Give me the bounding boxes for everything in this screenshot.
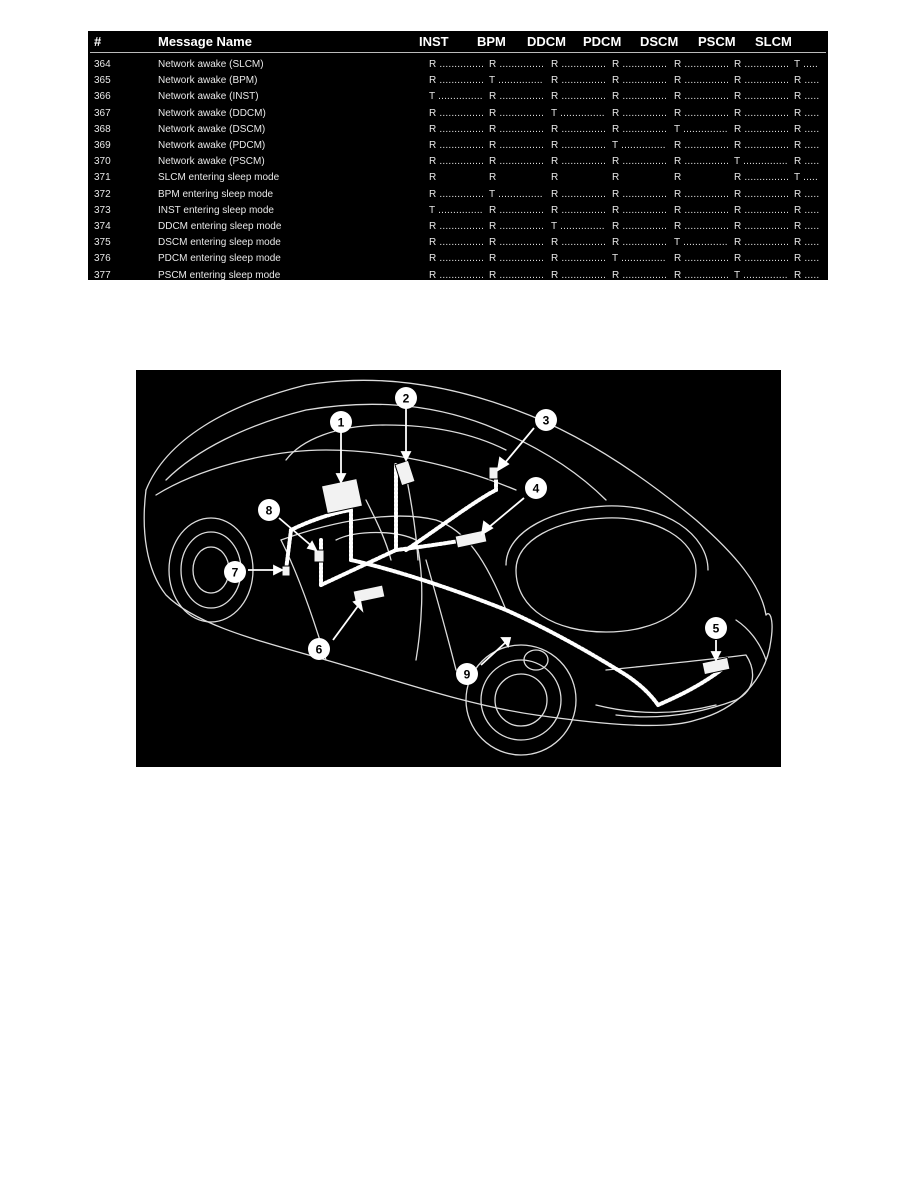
row-cell-pdcm: R ...............: [612, 237, 668, 249]
row-cell-inst: R: [429, 172, 437, 184]
callout-5: [705, 617, 727, 639]
table-row: [88, 154, 828, 170]
row-cell-ddcm: T ...............: [551, 221, 605, 232]
callout-2: [395, 387, 417, 409]
row-cell-pscm: R ...............: [734, 253, 790, 265]
callout-6-label: 6: [315, 642, 323, 657]
callout-3: [535, 409, 557, 431]
row-number: 377: [94, 269, 111, 281]
row-cell-pscm: R ...............: [734, 107, 790, 119]
row-cell-slcm: R .....: [794, 140, 820, 151]
row-cell-bpm: R ...............: [489, 269, 545, 281]
row-cell-dscm: R ...............: [674, 91, 730, 103]
row-cell-slcm: R .....: [794, 221, 820, 232]
row-number: 370: [94, 156, 111, 168]
row-cell-slcm: R .....: [794, 107, 820, 119]
row-message-name: PDCM entering sleep mode: [158, 253, 281, 265]
row-cell-slcm: R .....: [794, 156, 820, 168]
row-cell-ddcm: R ...............: [551, 269, 607, 281]
row-message-name: PSCM entering sleep mode: [158, 269, 281, 281]
row-cell-pdcm: R ...............: [612, 75, 668, 87]
callout-8: [258, 499, 280, 521]
header-slcm: SLCM: [755, 34, 792, 49]
row-cell-pscm: R ...............: [734, 123, 790, 135]
row-number: 375: [94, 237, 111, 249]
row-cell-pscm: R ...............: [734, 75, 790, 87]
row-cell-pscm: T ...............: [734, 269, 788, 281]
row-cell-ddcm: R ...............: [551, 253, 607, 265]
row-cell-inst: R ...............: [429, 59, 485, 70]
row-cell-inst: R ...............: [429, 237, 485, 249]
row-cell-slcm: R .....: [794, 204, 820, 216]
header-pscm: PSCM: [698, 34, 736, 49]
row-cell-pscm: R ...............: [734, 188, 790, 200]
callout-9: [456, 663, 478, 685]
row-cell-slcm: T .....: [794, 172, 818, 184]
table-row: [88, 268, 828, 284]
row-number: 376: [94, 253, 111, 265]
row-cell-pdcm: R ...............: [612, 204, 668, 216]
row-cell-dscm: R ...............: [674, 253, 730, 265]
row-cell-bpm: R ...............: [489, 123, 545, 135]
row-message-name: Network awake (DDCM): [158, 107, 266, 119]
row-cell-inst: R ...............: [429, 269, 485, 281]
row-cell-bpm: T ...............: [489, 188, 543, 200]
row-message-name: Network awake (INST): [158, 91, 259, 103]
vehicle-network-diagram: [136, 370, 781, 767]
callout-9-label: 9: [463, 667, 471, 682]
callout-4-label: 4: [532, 481, 540, 496]
row-cell-pscm: R ...............: [734, 59, 790, 70]
header-number: #: [94, 34, 102, 49]
row-message-name: BPM entering sleep mode: [158, 188, 274, 200]
row-cell-pscm: T ...............: [734, 156, 788, 168]
row-cell-inst: R ...............: [429, 156, 485, 168]
row-cell-pdcm: R ...............: [612, 59, 668, 70]
row-number: 368: [94, 123, 111, 135]
row-cell-pscm: R ...............: [734, 204, 790, 216]
table-row: [88, 57, 828, 73]
row-cell-slcm: R .....: [794, 269, 820, 281]
table-row: [88, 219, 828, 235]
row-cell-bpm: R ...............: [489, 221, 545, 232]
header-message-name: Message Name: [158, 34, 252, 49]
row-cell-inst: R ...............: [429, 221, 485, 232]
message-table: [88, 31, 828, 280]
row-message-name: SLCM entering sleep mode: [158, 172, 280, 184]
table-row: [88, 203, 828, 219]
row-cell-bpm: R ...............: [489, 204, 545, 216]
row-cell-slcm: R .....: [794, 188, 820, 200]
row-cell-dscm: R ...............: [674, 140, 730, 151]
row-cell-bpm: R: [489, 172, 497, 184]
callout-7: [224, 561, 246, 583]
row-number: 371: [94, 172, 111, 184]
row-cell-inst: T ...............: [429, 204, 483, 216]
row-cell-pdcm: R ...............: [612, 269, 668, 281]
row-cell-pdcm: R ...............: [612, 221, 668, 232]
row-cell-inst: R ...............: [429, 75, 485, 87]
header-ddcm: DDCM: [527, 34, 566, 49]
row-message-name: Network awake (SLCM): [158, 59, 264, 70]
row-cell-dscm: R ...............: [674, 188, 730, 200]
row-cell-dscm: R ...............: [674, 107, 730, 119]
row-cell-inst: T ...............: [429, 91, 483, 103]
callout-2-label: 2: [402, 391, 410, 406]
row-cell-pdcm: T ...............: [612, 140, 666, 151]
row-cell-inst: R ...............: [429, 253, 485, 265]
row-cell-slcm: R .....: [794, 237, 820, 249]
row-number: 372: [94, 188, 111, 200]
row-cell-ddcm: T ...............: [551, 107, 605, 119]
table-row: [88, 251, 828, 267]
table-row: [88, 73, 828, 89]
table-row: [88, 138, 828, 154]
row-cell-slcm: T .....: [794, 59, 818, 70]
row-cell-pscm: R ...............: [734, 140, 790, 151]
row-cell-bpm: R ...............: [489, 91, 545, 103]
row-cell-bpm: T ...............: [489, 75, 543, 87]
row-cell-dscm: R ...............: [674, 221, 730, 232]
row-cell-slcm: R .....: [794, 123, 820, 135]
row-cell-inst: R ...............: [429, 188, 485, 200]
row-cell-dscm: R: [674, 172, 682, 184]
row-number: 373: [94, 204, 111, 216]
callout-3-label: 3: [542, 413, 550, 428]
row-cell-pdcm: R ...............: [612, 188, 668, 200]
table-row: [88, 89, 828, 105]
row-number: 366: [94, 91, 111, 103]
row-message-name: Network awake (PSCM): [158, 156, 265, 168]
row-cell-slcm: R .....: [794, 75, 820, 87]
row-message-name: Network awake (DSCM): [158, 123, 266, 135]
callout-6: [308, 638, 330, 660]
row-cell-bpm: R ...............: [489, 156, 545, 168]
row-message-name: Network awake (BPM): [158, 75, 258, 87]
row-cell-bpm: R ...............: [489, 59, 545, 70]
row-cell-ddcm: R ...............: [551, 91, 607, 103]
row-cell-pscm: R ...............: [734, 91, 790, 103]
header-inst: INST: [419, 34, 449, 49]
callout-1: [330, 411, 352, 433]
row-cell-ddcm: R ...............: [551, 188, 607, 200]
callout-8-label: 8: [265, 503, 273, 518]
row-cell-pdcm: T ...............: [612, 253, 666, 265]
row-number: 364: [94, 59, 111, 70]
row-cell-pdcm: R ...............: [612, 123, 668, 135]
row-cell-ddcm: R ...............: [551, 204, 607, 216]
row-cell-pdcm: R: [612, 172, 620, 184]
header-divider: [90, 52, 826, 53]
row-cell-dscm: T ...............: [674, 237, 728, 249]
row-cell-inst: R ...............: [429, 123, 485, 135]
row-number: 369: [94, 140, 111, 151]
row-cell-slcm: R .....: [794, 253, 820, 265]
row-cell-pdcm: R ...............: [612, 91, 668, 103]
header-bpm: BPM: [477, 34, 506, 49]
row-message-name: DDCM entering sleep mode: [158, 221, 282, 232]
row-cell-ddcm: R ...............: [551, 59, 607, 70]
row-cell-dscm: T ...............: [674, 123, 728, 135]
row-message-name: INST entering sleep mode: [158, 204, 274, 216]
row-cell-bpm: R ...............: [489, 107, 545, 119]
row-message-name: Network awake (PDCM): [158, 140, 266, 151]
row-cell-ddcm: R ...............: [551, 75, 607, 87]
row-cell-ddcm: R ...............: [551, 123, 607, 135]
row-cell-dscm: R ...............: [674, 156, 730, 168]
row-cell-pscm: R ...............: [734, 172, 790, 184]
table-row: [88, 106, 828, 122]
row-cell-dscm: R ...............: [674, 59, 730, 70]
row-cell-ddcm: R ...............: [551, 140, 607, 151]
row-cell-dscm: R ...............: [674, 269, 730, 281]
row-cell-bpm: R ...............: [489, 140, 545, 151]
table-row: [88, 170, 828, 186]
car-line-drawing: [136, 370, 781, 767]
row-number: 374: [94, 221, 111, 232]
row-number: 365: [94, 75, 111, 87]
row-cell-pdcm: R ...............: [612, 156, 668, 168]
callout-7-label: 7: [231, 565, 239, 580]
table-row: [88, 235, 828, 251]
row-cell-dscm: R ...............: [674, 204, 730, 216]
row-cell-pdcm: R ...............: [612, 107, 668, 119]
row-cell-slcm: R .....: [794, 91, 820, 103]
row-cell-pscm: R ...............: [734, 237, 790, 249]
row-cell-pscm: R ...............: [734, 221, 790, 232]
row-number: 367: [94, 107, 111, 119]
row-cell-inst: R ...............: [429, 107, 485, 119]
header-dscm: DSCM: [640, 34, 679, 49]
row-message-name: DSCM entering sleep mode: [158, 237, 281, 249]
callout-4: [525, 477, 547, 499]
header-pdcm: PDCM: [583, 34, 622, 49]
table-row: [88, 187, 828, 203]
table-row: [88, 122, 828, 138]
callout-5-label: 5: [712, 621, 720, 636]
callout-1-label: 1: [337, 415, 345, 430]
row-cell-ddcm: R: [551, 172, 559, 184]
row-cell-dscm: R ...............: [674, 75, 730, 87]
row-cell-ddcm: R ...............: [551, 156, 607, 168]
row-cell-ddcm: R ...............: [551, 237, 607, 249]
row-cell-bpm: R ...............: [489, 253, 545, 265]
row-cell-inst: R ...............: [429, 140, 485, 151]
row-cell-bpm: R ...............: [489, 237, 545, 249]
